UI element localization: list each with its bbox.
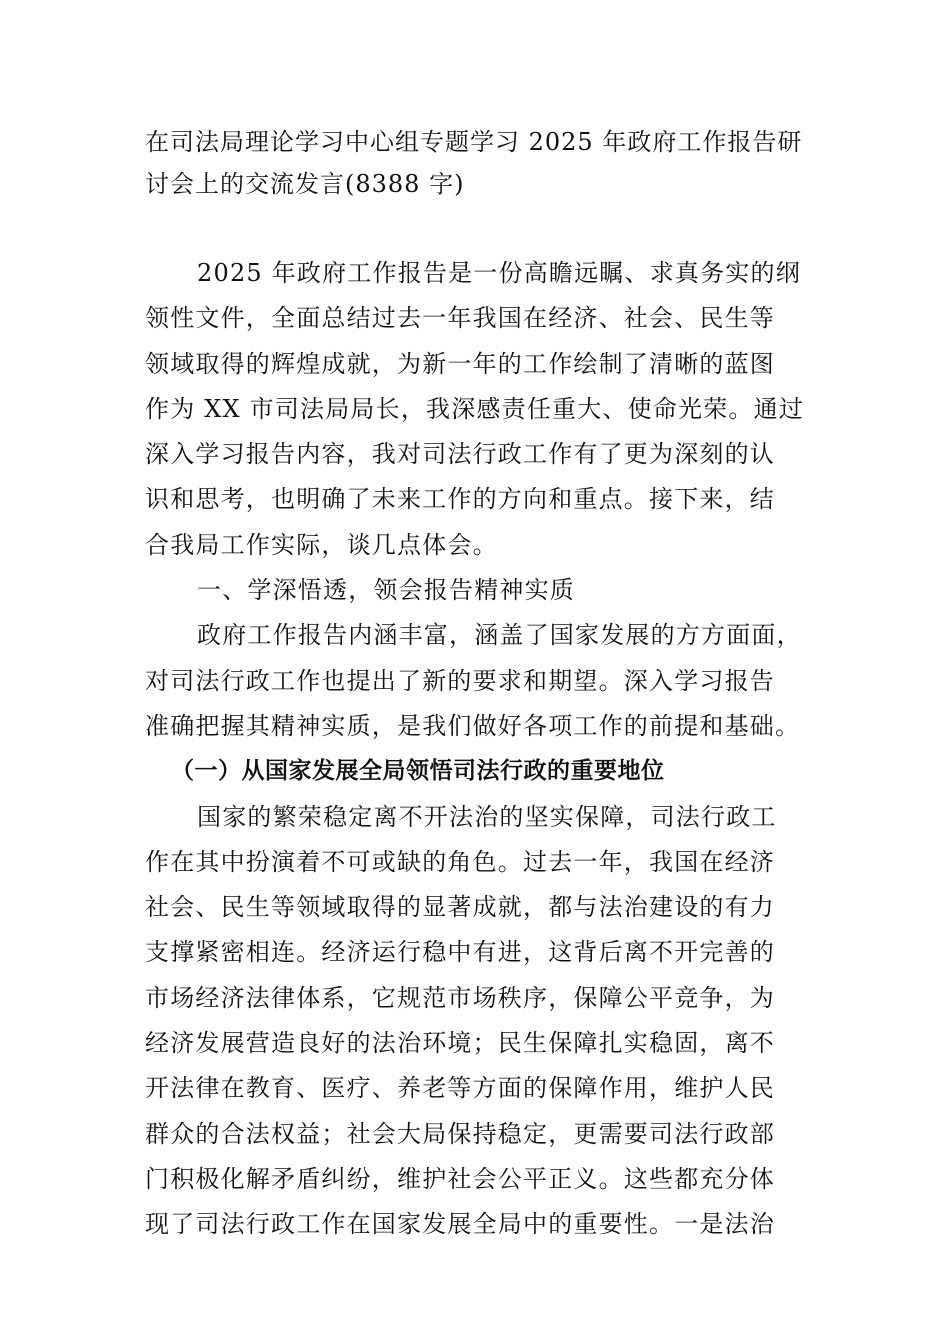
body-line: 深入学习报告内容，我对司法行政工作有了更为深刻的认 (145, 440, 775, 469)
subsection-heading: （一）从国家发展全局领悟司法行政的重要地位 (171, 758, 665, 785)
title-line-2: 讨会上的交流发言(8388 字) (145, 170, 465, 198)
title-line-1: 在司法局理论学习中心组专题学习 2025 年政府工作报告研 (145, 128, 803, 156)
body-line: 领性文件，全面总结过去一年我国在经济、社会、民生等 (145, 304, 775, 333)
body-line: 经济发展营造良好的法治环境；民生保障扎实稳固，离不 (145, 1029, 775, 1058)
body-line: 国家的繁荣稳定离不开法治的坚实保障，司法行政工 (197, 802, 777, 831)
body-line: 作为 XX 市司法局局长，我深感责任重大、使命光荣。通过 (145, 394, 805, 423)
body-line: 合我局工作实际，谈几点体会。 (145, 530, 498, 559)
body-line: 2025 年政府工作报告是一份高瞻远瞩、求真务实的纲 (197, 259, 801, 287)
body-line: 现了司法行政工作在国家发展全局中的重要性。一是法治 (145, 1210, 775, 1239)
body-line: 作在其中扮演着不可或缺的角色。过去一年，我国在经济 (145, 847, 775, 876)
body-line: 市场经济法律体系，它规范市场秩序，保障公平竞争，为 (145, 983, 775, 1012)
body-line: 开法律在教育、医疗、养老等方面的保障作用，维护人民 (145, 1074, 775, 1103)
body-line: 准确把握其精神实质，是我们做好各项工作的前提和基础。 (145, 711, 801, 740)
section-heading: 一、学深悟透，领会报告精神实质 (197, 576, 575, 605)
document-title (145, 121, 810, 205)
body-line: 对司法行政工作也提出了新的要求和期望。深入学习报告 (145, 666, 775, 695)
document-body (145, 251, 810, 1248)
body-line: 政府工作报告内涵丰富，涵盖了国家发展的方方面面， (197, 621, 802, 650)
body-line: 识和思考，也明确了未来工作的方向和重点。接下来，结 (145, 485, 775, 514)
body-line: 群众的合法权益；社会大局保持稳定，更需要司法行政部 (145, 1119, 775, 1148)
body-line: 支撑紧密相连。经济运行稳中有进，这背后离不开完善的 (145, 938, 775, 967)
body-line: 门积极化解矛盾纠纷，维护社会公平正义。这些都充分体 (145, 1164, 775, 1193)
body-line: 领域取得的辉煌成就，为新一年的工作绘制了清晰的蓝图 (145, 349, 775, 378)
body-line: 社会、民生等领域取得的显著成就，都与法治建设的有力 (145, 893, 775, 922)
